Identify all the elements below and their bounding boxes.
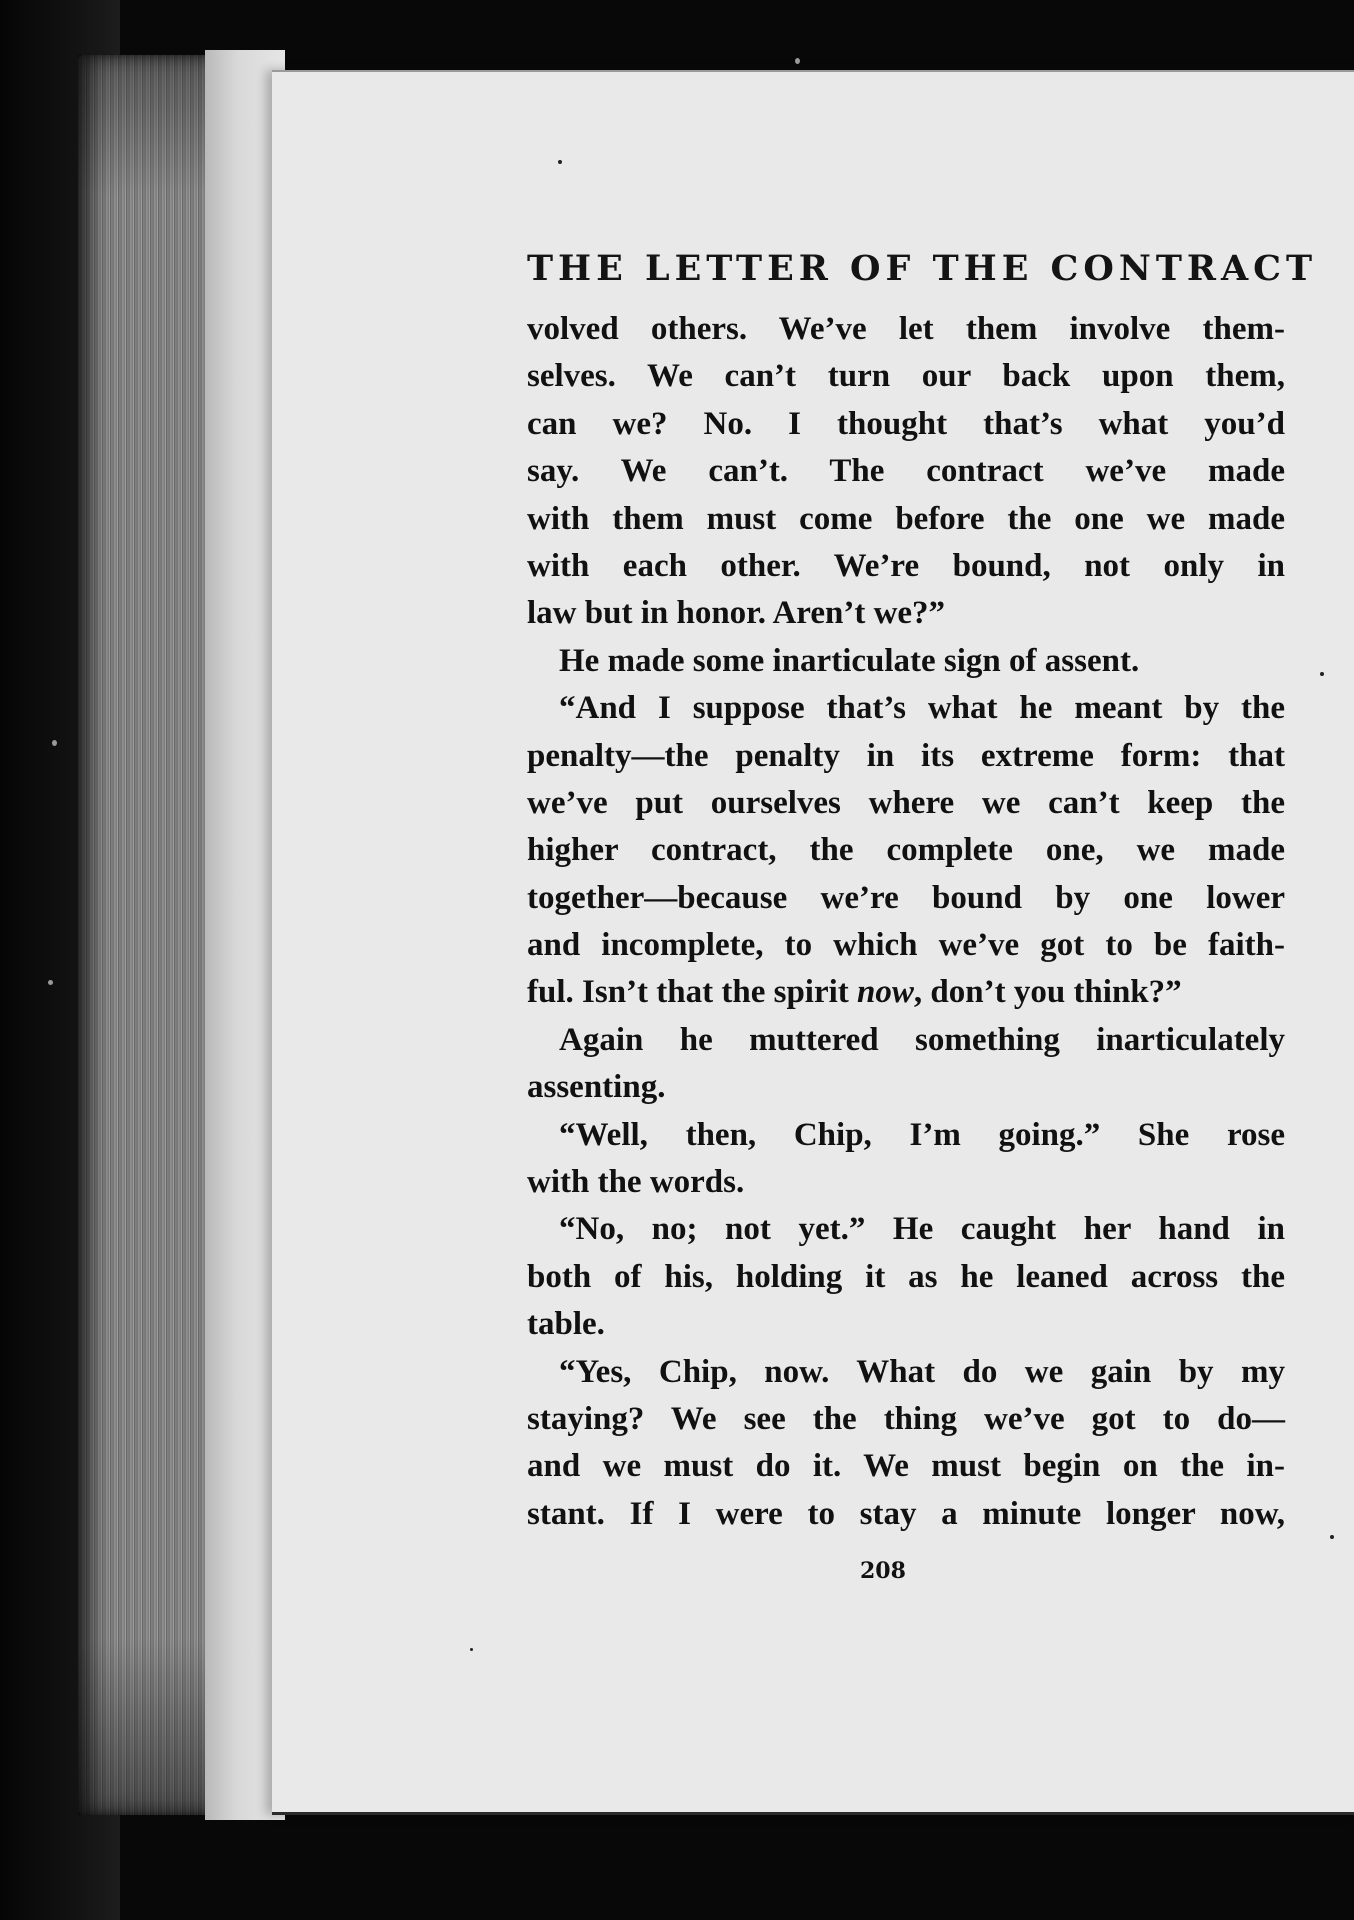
text-line: table. <box>527 1306 605 1343</box>
text-line: selves. We can’t turn our back upon them, <box>527 358 1285 395</box>
text-segment: , don’t you think?” <box>913 974 1182 1011</box>
scan-speck <box>1330 1535 1334 1539</box>
scan-speck <box>52 740 57 746</box>
scan-speck <box>1320 672 1324 676</box>
text-line: “Well, then, Chip, I’m going.” She rose <box>559 1116 1285 1153</box>
text-line: He made some inarticulate sign of assent. <box>559 642 1140 679</box>
text-line: say. We can’t. The contract we’ve made <box>527 453 1285 490</box>
text-line: can we? No. I thought that’s what you’d <box>527 405 1285 442</box>
text-line: higher contract, the complete one, we made <box>527 832 1285 869</box>
text-segment: ful. Isn’t that the spirit <box>527 974 858 1011</box>
text-line: Again he muttered something inarticulately <box>559 1021 1285 1058</box>
scan-speck <box>470 1648 473 1651</box>
text-line: both of his, holding it as he leaned across the <box>527 1258 1285 1295</box>
italic-word: now <box>857 974 914 1011</box>
text-line: with the words. <box>527 1164 745 1201</box>
scan-speck <box>795 58 800 64</box>
text-line-with-italic <box>527 969 1285 1016</box>
text-line: “Yes, Chip, now. What do we gain by my <box>559 1353 1285 1390</box>
page-number: 208 <box>860 1558 906 1584</box>
text-line: penalty—the penalty in its extreme form: that <box>527 737 1285 774</box>
text-line: staying? We see the thing we’ve got to do— <box>527 1400 1285 1437</box>
scan-speck <box>558 160 562 164</box>
text-line: and we must do it. We must begin on the in- <box>527 1448 1285 1485</box>
text-line: “No, no; not yet.” He caught her hand in <box>559 1211 1285 1248</box>
text-line: and incomplete, to which we’ve got to be faith- <box>527 927 1285 964</box>
text-line: with them must come before the one we made <box>527 500 1285 537</box>
text-line: law but in honor. Aren’t we?” <box>527 595 946 632</box>
text-line: volved others. We’ve let them involve them- <box>527 311 1285 347</box>
text-line: assenting. <box>527 1069 666 1106</box>
scan-speck <box>48 980 53 985</box>
page-bottom-edge <box>272 1812 1354 1815</box>
text-line: stant. If I were to stay a minute longer now, <box>527 1495 1285 1532</box>
text-line: “And I suppose that’s what he meant by the <box>559 690 1285 727</box>
text-line: with each other. We’re bound, not only in <box>527 547 1285 584</box>
body-text <box>527 306 1285 1538</box>
text-line: we’ve put ourselves where we can’t keep the <box>527 784 1285 821</box>
text-line: together—because we’re bound by one lower <box>527 879 1285 916</box>
page-top-edge <box>272 70 1354 72</box>
running-head: THE LETTER OF THE CONTRACT <box>527 248 1318 289</box>
